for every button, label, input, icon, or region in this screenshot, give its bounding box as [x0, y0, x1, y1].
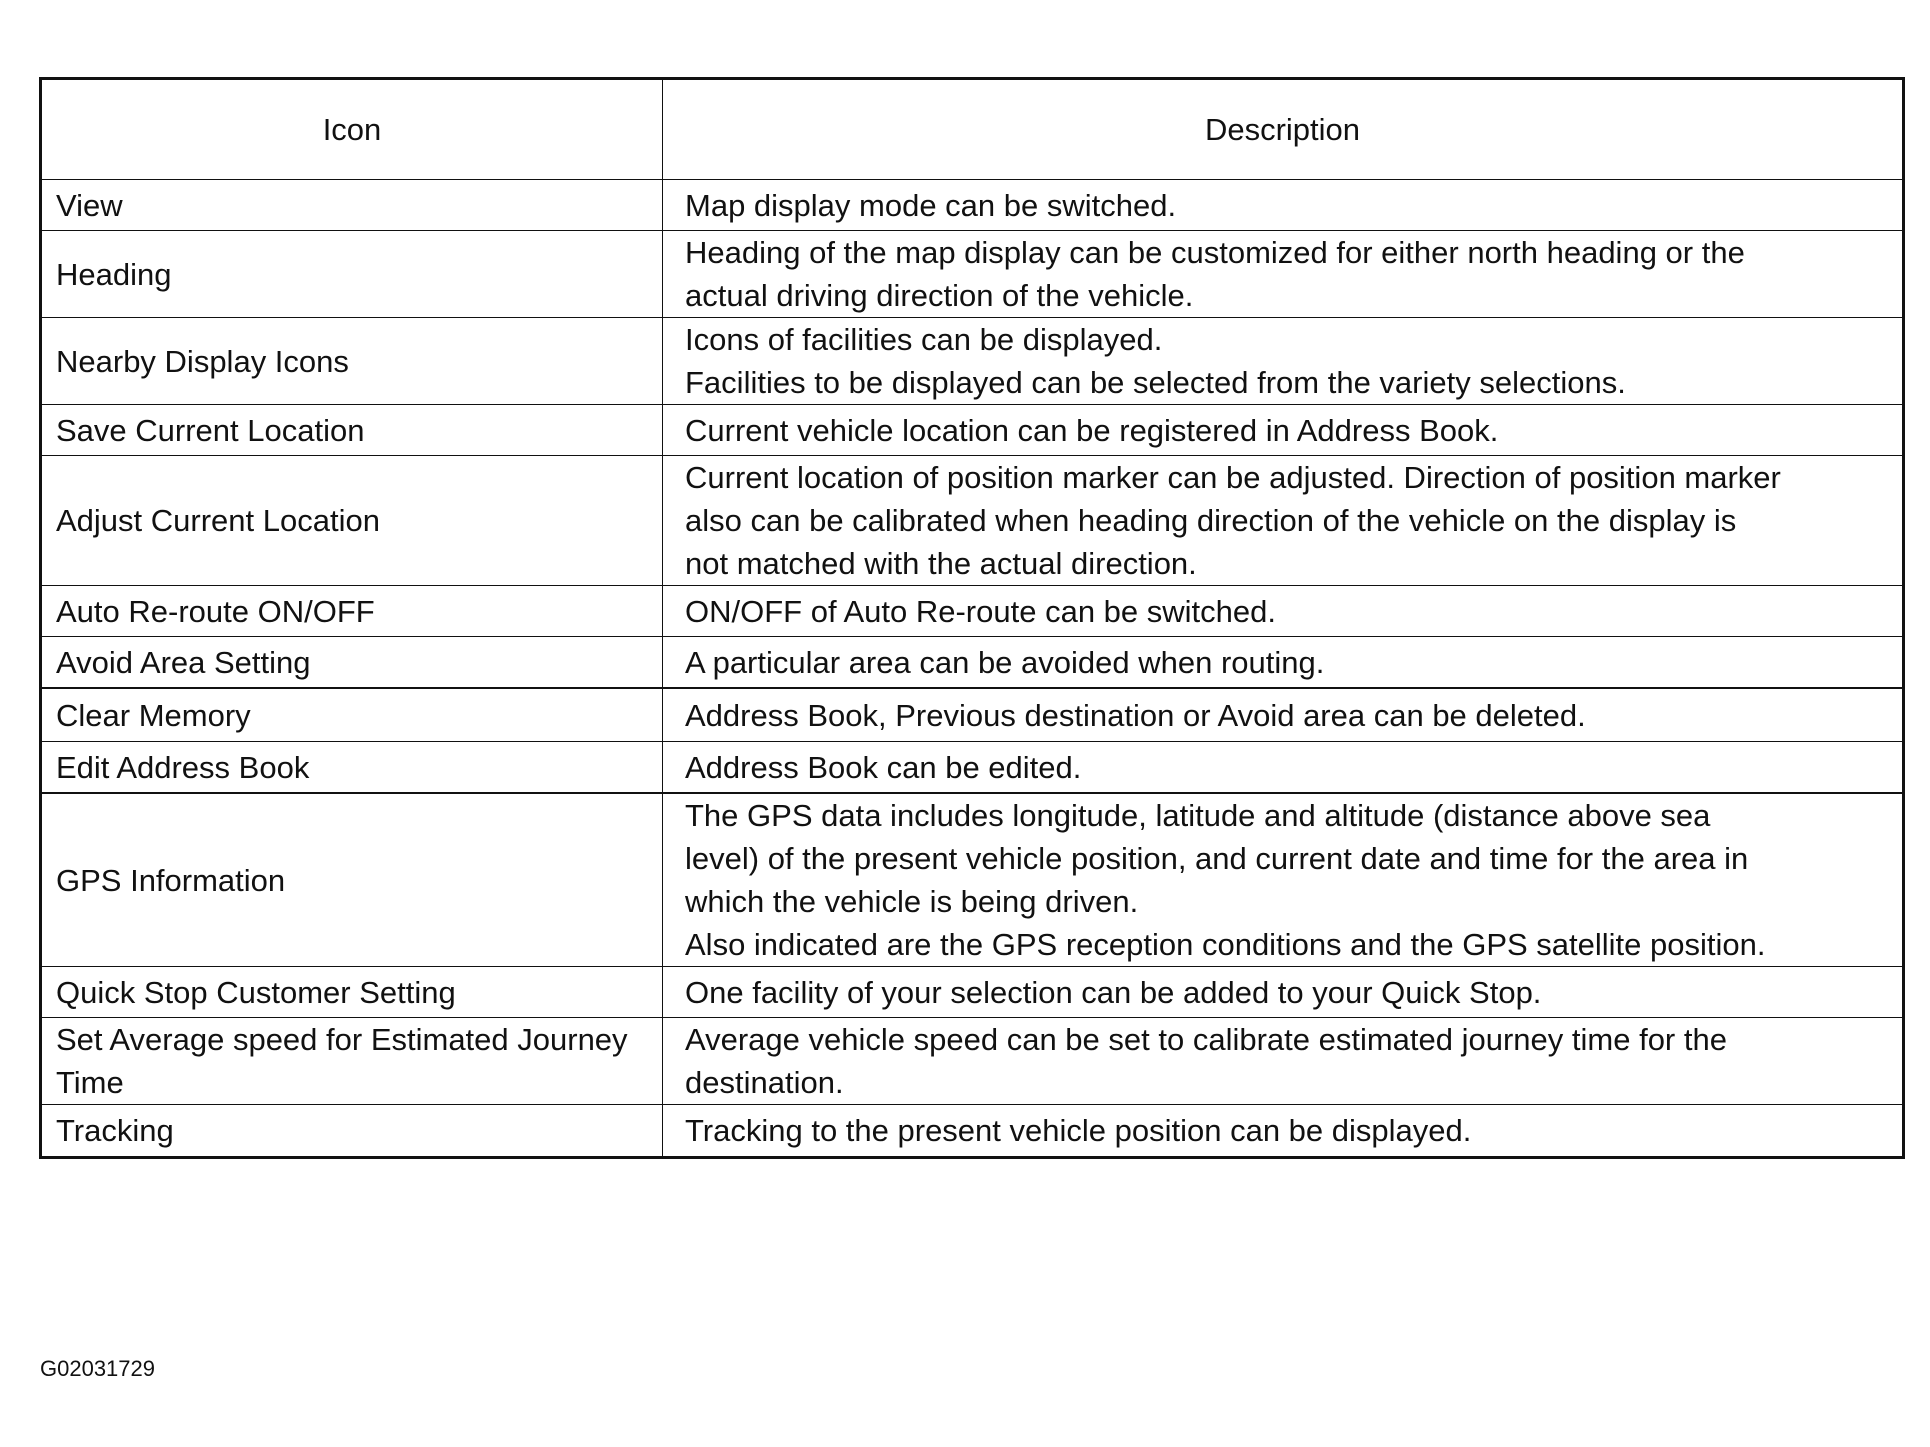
icon-cell: Tracking [41, 1105, 663, 1158]
description-line: The GPS data includes longitude, latitude and altitude (distance above sea [685, 798, 1711, 833]
icon-cell: Clear Memory [41, 688, 663, 742]
description-cell [663, 180, 1904, 231]
description-line: Address Book, Previous destination or Avoid area can be deleted. [685, 697, 1586, 733]
table-row [41, 1018, 1904, 1105]
table-row [41, 637, 1904, 689]
table-row [41, 793, 1904, 967]
description-cell [663, 637, 1904, 689]
table-row [41, 586, 1904, 637]
icon-cell: Adjust Current Location [41, 456, 663, 586]
description-line: Current location of position marker can be adjusted. Direction of position marker [685, 460, 1781, 495]
table-row [41, 688, 1904, 742]
table-row [41, 405, 1904, 456]
icon-cell: Quick Stop Customer Setting [41, 967, 663, 1018]
icon-cell: Heading [41, 231, 663, 318]
description-cell [663, 1105, 1904, 1158]
icon-cell: Save Current Location [41, 405, 663, 456]
description-line: Facilities to be displayed can be selected from the variety selections. [685, 365, 1626, 400]
description-line: level) of the present vehicle position, and current date and time for the area in [685, 841, 1749, 876]
description-cell [663, 318, 1904, 405]
icon-cell: Nearby Display Icons [41, 318, 663, 405]
table-row [41, 967, 1904, 1018]
header-description: Description [663, 79, 1904, 180]
table-row [41, 180, 1904, 231]
icon-cell: View [41, 180, 663, 231]
description-cell [663, 688, 1904, 742]
header-icon: Icon [41, 79, 663, 180]
table-row [41, 456, 1904, 586]
description-line: One facility of your selection can be added to your Quick Stop. [685, 974, 1542, 1010]
description-cell [663, 793, 1904, 967]
icon-cell: Set Average speed for Estimated Journey Time [41, 1018, 663, 1105]
description-cell [663, 742, 1904, 794]
description-line: not matched with the actual direction. [685, 546, 1197, 581]
description-line: Current vehicle location can be registered in Address Book. [685, 412, 1499, 448]
description-line: Address Book can be edited. [685, 749, 1082, 785]
description-line: Also indicated are the GPS reception conditions and the GPS satellite position. [685, 927, 1766, 962]
table-row [41, 318, 1904, 405]
figure-code: G02031729 [40, 1356, 155, 1381]
description-line: also can be calibrated when heading direction of the vehicle on the display is [685, 503, 1737, 538]
description-line: Heading of the map display can be customized for either north heading or the [685, 235, 1745, 270]
description-line: Icons of facilities can be displayed. [685, 322, 1163, 357]
description-line: A particular area can be avoided when routing. [685, 644, 1325, 680]
header-row [41, 79, 1904, 180]
description-cell [663, 456, 1904, 586]
icon-description-table [39, 77, 1905, 1159]
description-cell [663, 586, 1904, 637]
description-line: ON/OFF of Auto Re-route can be switched. [685, 593, 1276, 629]
description-line: which the vehicle is being driven. [685, 884, 1139, 919]
description-cell [663, 405, 1904, 456]
icon-cell: GPS Information [41, 793, 663, 967]
description-line: Tracking to the present vehicle position can be displayed. [685, 1113, 1472, 1148]
description-cell [663, 967, 1904, 1018]
description-cell [663, 1018, 1904, 1105]
description-line: destination. [685, 1065, 844, 1100]
description-line: actual driving direction of the vehicle. [685, 278, 1194, 313]
table-row [41, 742, 1904, 794]
description-line: Average vehicle speed can be set to calibrate estimated journey time for the [685, 1022, 1727, 1057]
table-row [41, 231, 1904, 318]
description-cell [663, 231, 1904, 318]
icon-cell: Edit Address Book [41, 742, 663, 794]
description-line: Map display mode can be switched. [685, 187, 1177, 223]
icon-cell: Avoid Area Setting [41, 637, 663, 689]
table-row [41, 1105, 1904, 1158]
icon-cell: Auto Re-route ON/OFF [41, 586, 663, 637]
